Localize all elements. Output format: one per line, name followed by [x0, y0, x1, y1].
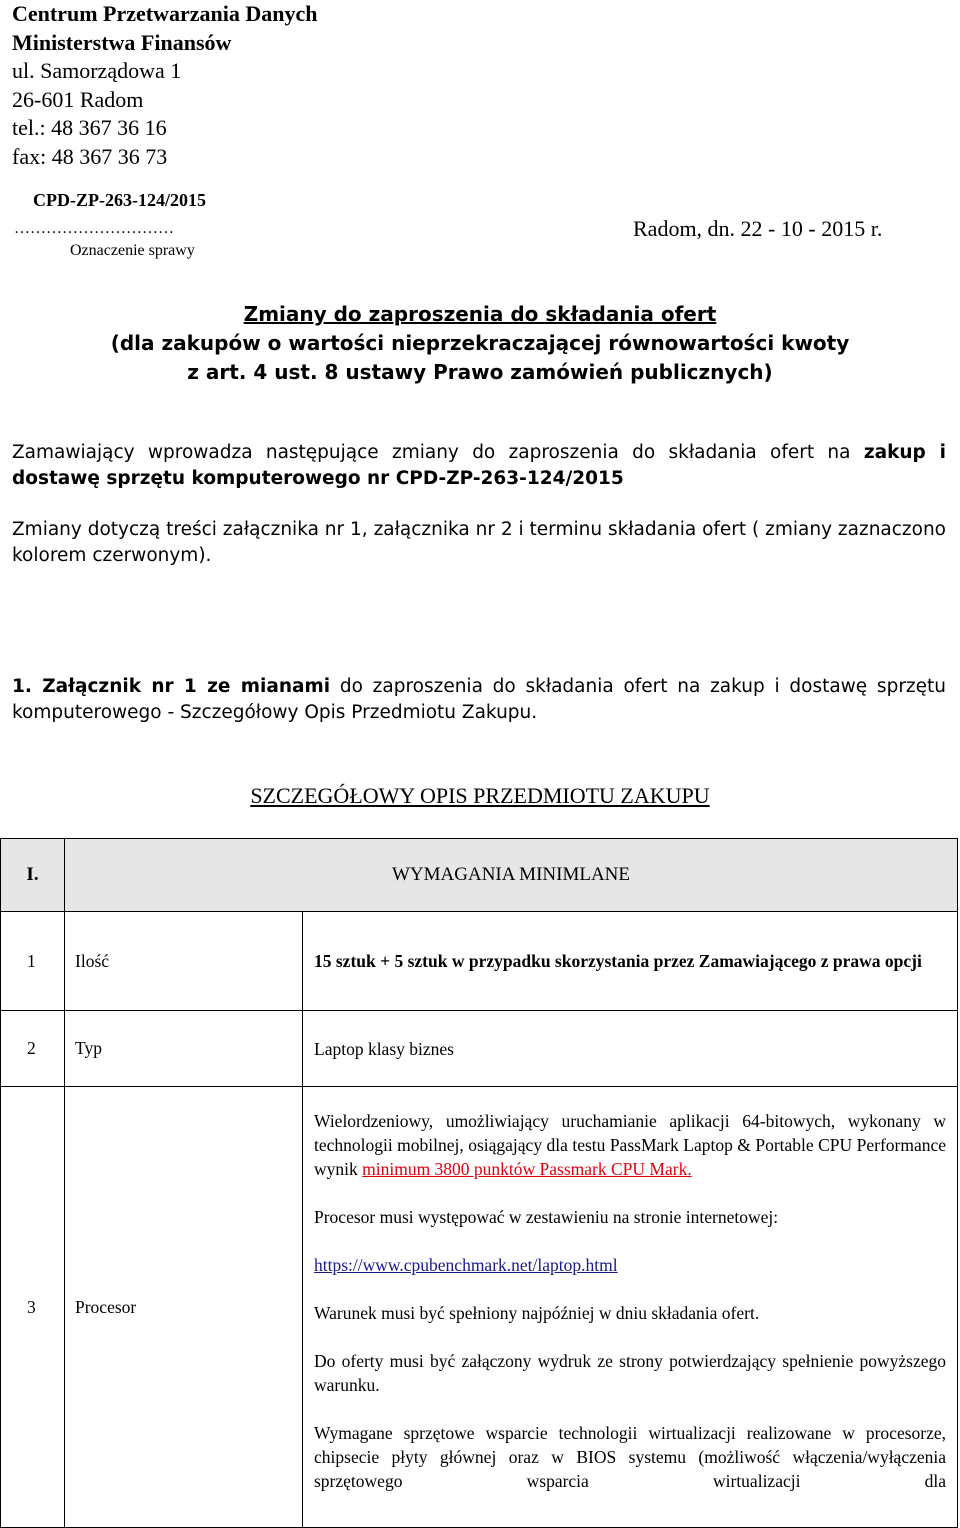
table-row [1, 1011, 958, 1087]
row-value-text: 15 sztuk + 5 sztuk w przypadku skorzystania przez Zamawiającego z prawa opcji [314, 951, 922, 971]
cpu-performance-change: minimum 3800 punktów Passmark CPU Mark. [362, 1159, 692, 1179]
requirements-table [0, 838, 958, 1528]
printout-requirement: Do oferty musi być załączony wydruk ze strony potwierdzający spełnienie powyższego warunku. [314, 1351, 947, 1395]
document-date: Radom, dn. 22 - 10 - 2015 r. [633, 216, 883, 241]
row-value [303, 1087, 958, 1528]
case-reference: CPD-ZP-263-124/2015 [33, 190, 206, 210]
attachment-bold: 1. Załącznik nr 1 ze mianami [12, 676, 331, 697]
intro-paragraph [12, 440, 946, 492]
address-street: ul. Samorządowa 1 [12, 58, 182, 83]
title-line1: Zmiany do zaproszenia do składania ofert [243, 302, 717, 326]
intro-text: Zamawiający wprowadza następujące zmiany do zaproszenia do składania ofert na [12, 442, 864, 463]
row-value [303, 1011, 958, 1087]
attachment-paragraph [12, 674, 946, 726]
case-ref-dots: ………………………… [14, 220, 174, 237]
org-name-line1: Centrum Przetwarzania Danych [12, 1, 318, 26]
title-line3: z art. 4 ust. 8 ustawy Prawo zamówień publicznych) [187, 360, 773, 384]
phone-number: tel.: 48 367 36 16 [12, 115, 167, 140]
table-header-row [1, 839, 958, 912]
deadline-condition: Warunek musi być spełniony najpóźniej w dniu składania ofert. [314, 1303, 760, 1323]
case-ref-caption: Oznaczenie sprawy [70, 242, 195, 259]
cpu-performance-normal: Wielordzeniowy, umożliwiający uruchamianie aplikacji 64-bitowych, wykonany w technologii mobilnej, osiągający dla testu PassMark Laptop & Portable CPU Performance wynik [314, 1111, 947, 1179]
cpu-performance-text [314, 1109, 946, 1181]
title-line2: (dla zakupów o wartości nieprzekraczającej równowartości kwoty [110, 331, 850, 355]
row-value-text: Laptop klasy biznes [314, 1038, 454, 1059]
row-number: 2 [1, 1011, 65, 1087]
cpu-list-requirement: Procesor musi występować w zestawieniu na stronie internetowej: [314, 1207, 779, 1227]
address-city: 26-601 Radom [12, 86, 144, 112]
intro-bold-subject: zakup i dostawę sprzętu komputerowego nr CPD-ZP-263-124/2015 [12, 442, 946, 489]
org-name-line2: Ministerstwa Finansów [12, 29, 232, 55]
attachment-text: do zaproszenia do składania ofert na zakup i dostawę sprzętu komputerowego - Szczegółowy Opis Przedmiotu Zakupu. [12, 676, 946, 723]
table-row [1, 1087, 958, 1528]
header-title: WYMAGANIA MINIMLANE [65, 839, 958, 912]
fax-number: fax: 48 367 36 73 [12, 143, 168, 169]
document-title [0, 300, 960, 387]
row-name: Typ [65, 1011, 303, 1087]
table-row [1, 912, 958, 1011]
header-number: I. [1, 839, 65, 912]
cpubenchmark-link[interactable] [314, 1253, 946, 1277]
row-value [303, 912, 958, 1011]
row-name: Procesor [65, 1087, 303, 1528]
section-heading: SZCZEGÓŁOWY OPIS PRZEDMIOTU ZAKUPU [250, 783, 710, 808]
virtualization-requirement: Wymagane sprzętowe wsparcie technologii wirtualizacji realizowane w procesorze, chipsecie płyty głównej oraz w BIOS systemu (możliwość włączenia/wyłączenia sprzętowego wsparcia wirtualizacji dla [314, 1423, 947, 1491]
changes-paragraph: Zmiany dotyczą treści załącznika nr 1, załącznika nr 2 i terminu składania ofert ( zmiany zaznaczono kolorem czerwonym). [12, 519, 946, 566]
org-block [12, 0, 318, 171]
row-number: 1 [1, 912, 65, 1011]
row-number: 3 [1, 1087, 65, 1528]
row-name: Ilość [65, 912, 303, 1011]
link-text[interactable]: https://www.cpubenchmark.net/laptop.html [314, 1255, 618, 1275]
